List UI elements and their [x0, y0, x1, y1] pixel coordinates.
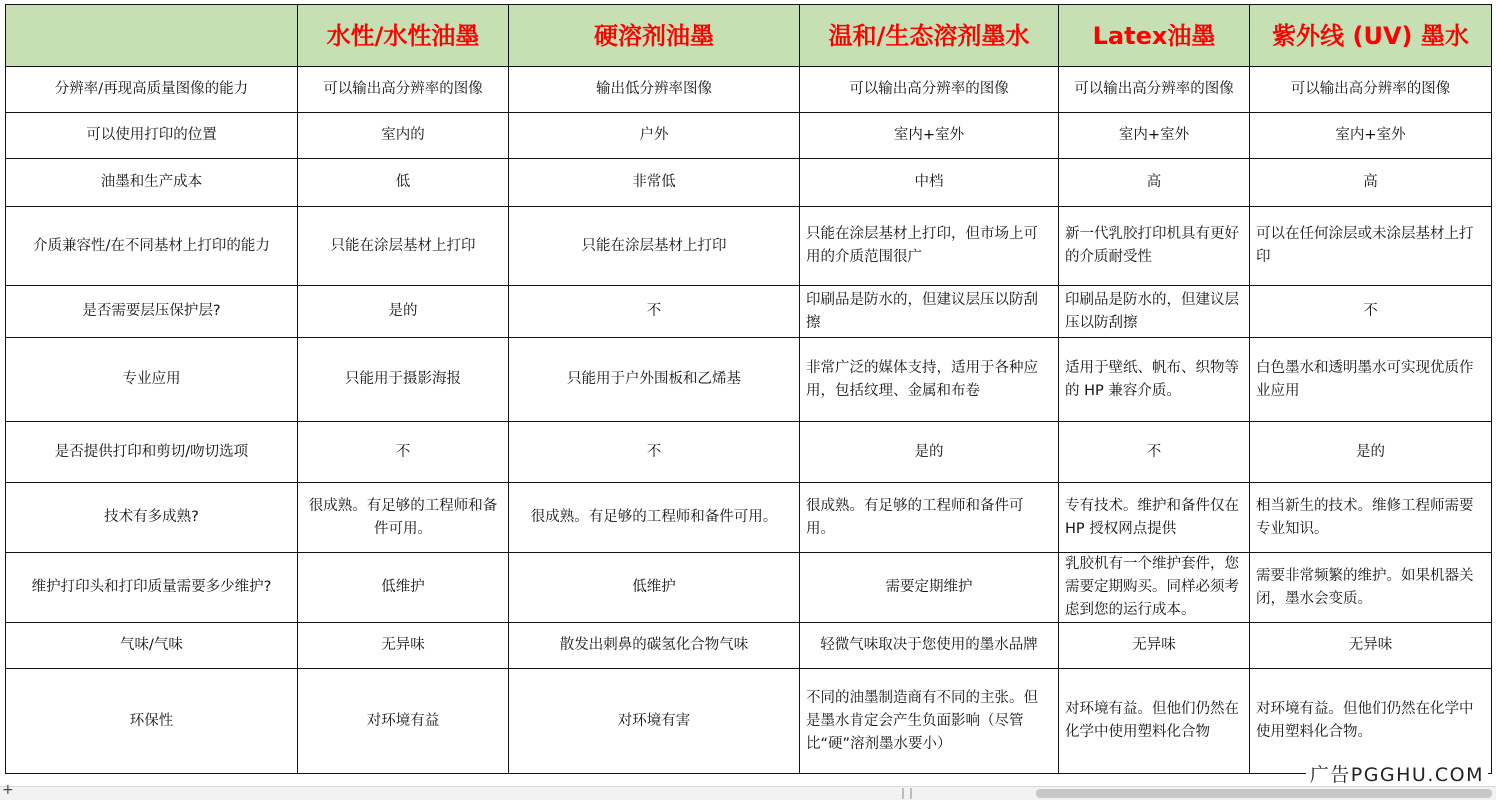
- table-cell: 高: [1250, 159, 1492, 207]
- table-cell: 是的: [298, 286, 509, 338]
- table-cell: 只能在涂层基材上打印: [509, 207, 800, 286]
- table-cell: 无异味: [1059, 623, 1250, 669]
- table-row-eco-friendliness: [6, 669, 1492, 774]
- row-label: 可以使用打印的位置: [6, 113, 298, 159]
- table-cell: 中档: [800, 159, 1059, 207]
- header-latex-ink: Latex油墨: [1059, 5, 1250, 67]
- table-cell: 可以输出高分辨率的图像: [1059, 67, 1250, 113]
- table-cell: 印刷品是防水的，但建议层压以防刮擦: [800, 286, 1059, 338]
- table-cell: 不同的油墨制造商有不同的主张。但是墨水肯定会产生负面影响（尽管比“硬”溶剂墨水要小）: [800, 669, 1059, 774]
- table-cell: 可以输出高分辨率的图像: [1250, 67, 1492, 113]
- header-corner-cell: [6, 5, 298, 67]
- table-cell: 只能用于户外围板和乙烯基: [509, 338, 800, 422]
- scrollbar-thumb[interactable]: [1036, 789, 1492, 798]
- table-cell: 对环境有害: [509, 669, 800, 774]
- table-cell: 可以输出高分辨率的图像: [800, 67, 1059, 113]
- table-cell: 适用于壁纸、帆布、织物等的 HP 兼容介质。: [1059, 338, 1250, 422]
- table-row-media-compatibility: [6, 207, 1492, 286]
- table-cell: 对环境有益。但他们仍然在化学中使用塑料化合物。: [1250, 669, 1492, 774]
- table-cell: 不: [1059, 422, 1250, 483]
- row-label: 技术有多成熟?: [6, 483, 298, 553]
- table-row-odor: [6, 623, 1492, 669]
- table-cell: 只能在涂层基材上打印: [298, 207, 509, 286]
- plus-icon[interactable]: +: [2, 782, 14, 798]
- table-row-resolution: [6, 67, 1492, 113]
- table-cell: 不: [1250, 286, 1492, 338]
- table-row-print-and-cut: [6, 422, 1492, 483]
- table-cell: 不: [298, 422, 509, 483]
- table-cell: 对环境有益: [298, 669, 509, 774]
- table-cell: 高: [1059, 159, 1250, 207]
- table-cell: 低维护: [509, 553, 800, 623]
- table-cell: 乳胶机有一个维护套件，您需要定期购买。同样必须考虑到您的运行成本。: [1059, 553, 1250, 623]
- table-cell: 相当新生的技术。维修工程师需要专业知识。: [1250, 483, 1492, 553]
- row-label: 环保性: [6, 669, 298, 774]
- row-label: 是否需要层压保护层?: [6, 286, 298, 338]
- table-cell: 需要非常频繁的维护。如果机器关闭，墨水会变质。: [1250, 553, 1492, 623]
- table-cell: 不: [509, 422, 800, 483]
- horizontal-scrollbar[interactable]: [0, 782, 1496, 800]
- table-cell: 只能在涂层基材上打印，但市场上可用的介质范围很广: [800, 207, 1059, 286]
- header-eco-solvent-ink: 温和/生态溶剂墨水: [800, 5, 1059, 67]
- table-cell: 低维护: [298, 553, 509, 623]
- watermark-text: 广告PGGHU.COM: [1306, 760, 1488, 787]
- table-cell: 需要定期维护: [800, 553, 1059, 623]
- row-label: 分辨率/再现高质量图像的能力: [6, 67, 298, 113]
- header-row: [6, 5, 1492, 67]
- table-cell: 很成熟。有足够的工程师和备件可用。: [509, 483, 800, 553]
- table-cell: 可以在任何涂层或未涂层基材上打印: [1250, 207, 1492, 286]
- row-label: 是否提供打印和剪切/吻切选项: [6, 422, 298, 483]
- table-cell: 室内的: [298, 113, 509, 159]
- table-cell: 很成熟。有足够的工程师和备件可用。: [298, 483, 509, 553]
- table-cell: 非常低: [509, 159, 800, 207]
- row-label: 油墨和生产成本: [6, 159, 298, 207]
- row-label: 气味/气味: [6, 623, 298, 669]
- table-cell: 新一代乳胶打印机具有更好的介质耐受性: [1059, 207, 1250, 286]
- table-cell: 非常广泛的媒体支持，适用于各种应用，包括纹理、金属和布卷: [800, 338, 1059, 422]
- table-cell: 对环境有益。但他们仍然在化学中使用塑料化合物: [1059, 669, 1250, 774]
- table-cell: 专有技术。维护和备件仅在 HP 授权网点提供: [1059, 483, 1250, 553]
- table-cell: 散发出刺鼻的碳氢化合物气味: [509, 623, 800, 669]
- table-row-cost: [6, 159, 1492, 207]
- table-cell: 印刷品是防水的，但建议层压以防刮擦: [1059, 286, 1250, 338]
- table-cell: 室内+室外: [800, 113, 1059, 159]
- table-cell: 无异味: [298, 623, 509, 669]
- split-handle-icon[interactable]: [902, 788, 912, 799]
- header-hard-solvent-ink: 硬溶剂油墨: [509, 5, 800, 67]
- table-cell: 输出低分辨率图像: [509, 67, 800, 113]
- header-uv-ink: 紫外线 (UV) 墨水: [1250, 5, 1492, 67]
- table-cell: 不: [509, 286, 800, 338]
- row-label: 介质兼容性/在不同基材上打印的能力: [6, 207, 298, 286]
- ink-comparison-table: [5, 4, 1492, 774]
- table-cell: 低: [298, 159, 509, 207]
- table-row-location: [6, 113, 1492, 159]
- row-label: 专业应用: [6, 338, 298, 422]
- table-row-maintenance: [6, 553, 1492, 623]
- header-water-based-ink: 水性/水性油墨: [298, 5, 509, 67]
- table-cell: 可以输出高分辨率的图像: [298, 67, 509, 113]
- table-cell: 无异味: [1250, 623, 1492, 669]
- table-cell: 室内+室外: [1059, 113, 1250, 159]
- table-cell: 很成熟。有足够的工程师和备件可用。: [800, 483, 1059, 553]
- table-cell: 是的: [1250, 422, 1492, 483]
- table-row-lamination: [6, 286, 1492, 338]
- table-cell: 只能用于摄影海报: [298, 338, 509, 422]
- table-row-applications: [6, 338, 1492, 422]
- row-label: 维护打印头和打印质量需要多少维护?: [6, 553, 298, 623]
- table-cell: 户外: [509, 113, 800, 159]
- table-cell: 是的: [800, 422, 1059, 483]
- table-cell: 室内+室外: [1250, 113, 1492, 159]
- table-cell: 白色墨水和透明墨水可实现优质作业应用: [1250, 338, 1492, 422]
- table-row-maturity: [6, 483, 1492, 553]
- table-cell: 轻微气味取决于您使用的墨水品牌: [800, 623, 1059, 669]
